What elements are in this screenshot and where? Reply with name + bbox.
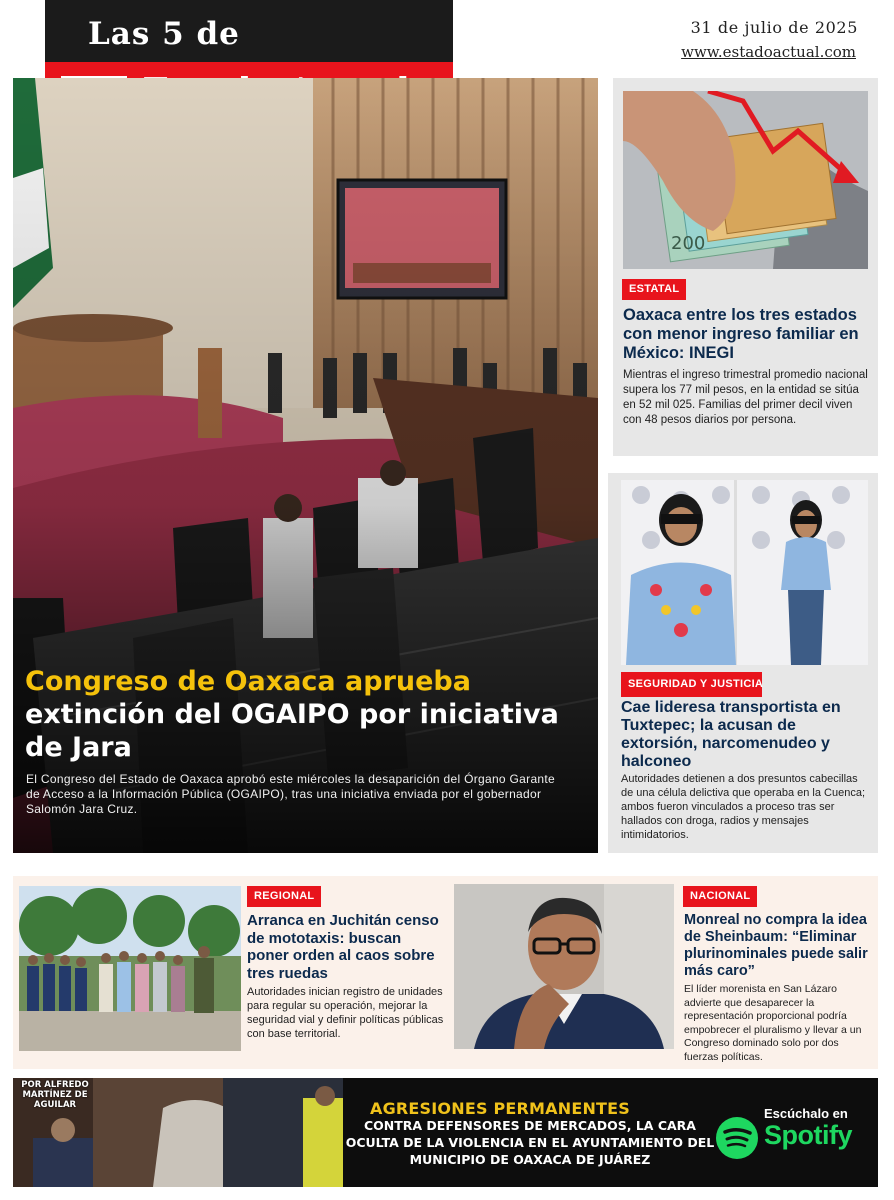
main-summary: El Congreso del Estado de Oaxaca aprobó este miércoles la desaparición del Órgano Garante de Acceso a la Información Pública (OGAIPO), tras una iniciativa enviada por el gobernador Salomón Jara Cruz.: [26, 772, 555, 816]
story-headline-estatal[interactable]: Oaxaca entre los tres estados con menor ingreso familiar en México: INEGI: [623, 306, 859, 362]
story-headline-regional[interactable]: Arranca en Juchitán censo de mototaxis: buscan poner orden al caos sobre tres ruedas: [247, 912, 439, 982]
podcast-description: CONTRA DEFENSORES DE MERCADOS, LA CARA OCULTA DE LA VIOLENCIA EN EL AYUNTAMIENTO DEL MUNICIPIO DE OAXACA DE JUÁREZ: [345, 1118, 715, 1167]
story-headline-seguridad[interactable]: Cae lideresa transportista en Tuxtepec; la acusan de extorsión, narcomenudeo y halconeo: [621, 699, 841, 770]
story-headline-nacional[interactable]: Monreal no compra la idea de Sheinbaum: “Eliminar plurinominales puede salir más caro”: [684, 912, 868, 979]
story-summary-seguridad: Autoridades detienen a dos presuntos cabecillas de una célula delictiva que operaba en la Cuenca; ambos fueron vinculados a proceso tras ser hallados con droga, radios y mensajes intimidatorios.: [621, 773, 866, 841]
section-tag-regional[interactable]: REGIONAL: [247, 886, 321, 907]
podcast-title[interactable]: AGRESIONES PERMANENTES: [369, 1099, 631, 1118]
main-headline-rest: extinción del OGAIPO por iniciativa de Jara: [25, 699, 559, 763]
monreal-portrait-photo[interactable]: [454, 884, 674, 1049]
juchitan-officials-photo[interactable]: [19, 886, 241, 1051]
website-link[interactable]: www.estadoactual.com: [681, 43, 856, 61]
story-summary-estatal: Mientras el ingreso trimestral promedio nacional supera los 77 mil pesos, en la entidad se sitúa en 52 mil 025. Familias del primer decil viven con 48 pesos diarios por persona.: [623, 369, 868, 426]
podcast-byline: POR ALFREDO MARTÍNEZ DE AGUILAR: [21, 1080, 89, 1110]
main-headline-highlight: Congreso de Oaxaca aprueba: [25, 666, 471, 697]
story-summary-regional: Autoridades inician registro de unidades para regular su operación, mejorar la seguridad vial y definir políticas públicas con base territorial.: [247, 986, 444, 1040]
spotify-wordmark[interactable]: Spotify: [764, 1120, 852, 1150]
spotify-icon[interactable]: [715, 1116, 759, 1160]
svg-text:200: 200: [671, 233, 706, 254]
listen-on-label: Escúchalo en: [764, 1106, 848, 1121]
section-tag-seguridad[interactable]: SEGURIDAD Y JUSTICIA: [621, 672, 762, 697]
detainee-photo[interactable]: [621, 480, 868, 665]
section-tag-estatal[interactable]: ESTATAL: [622, 279, 686, 300]
masthead-kicker: Las 5 de: [88, 16, 240, 52]
section-tag-nacional[interactable]: NACIONAL: [683, 886, 757, 907]
story-summary-nacional: El líder morenista en San Lázaro advierte que desaparecer la representación proporcional podría empobrecer el pluralismo y llevar a un Congreso dominado solo por dos fuerzas políticas.: [684, 983, 862, 1063]
main-headline[interactable]: [25, 665, 585, 764]
issue-date: 31 de julio de 2025: [690, 18, 858, 37]
money-decline-photo[interactable]: [623, 91, 868, 269]
